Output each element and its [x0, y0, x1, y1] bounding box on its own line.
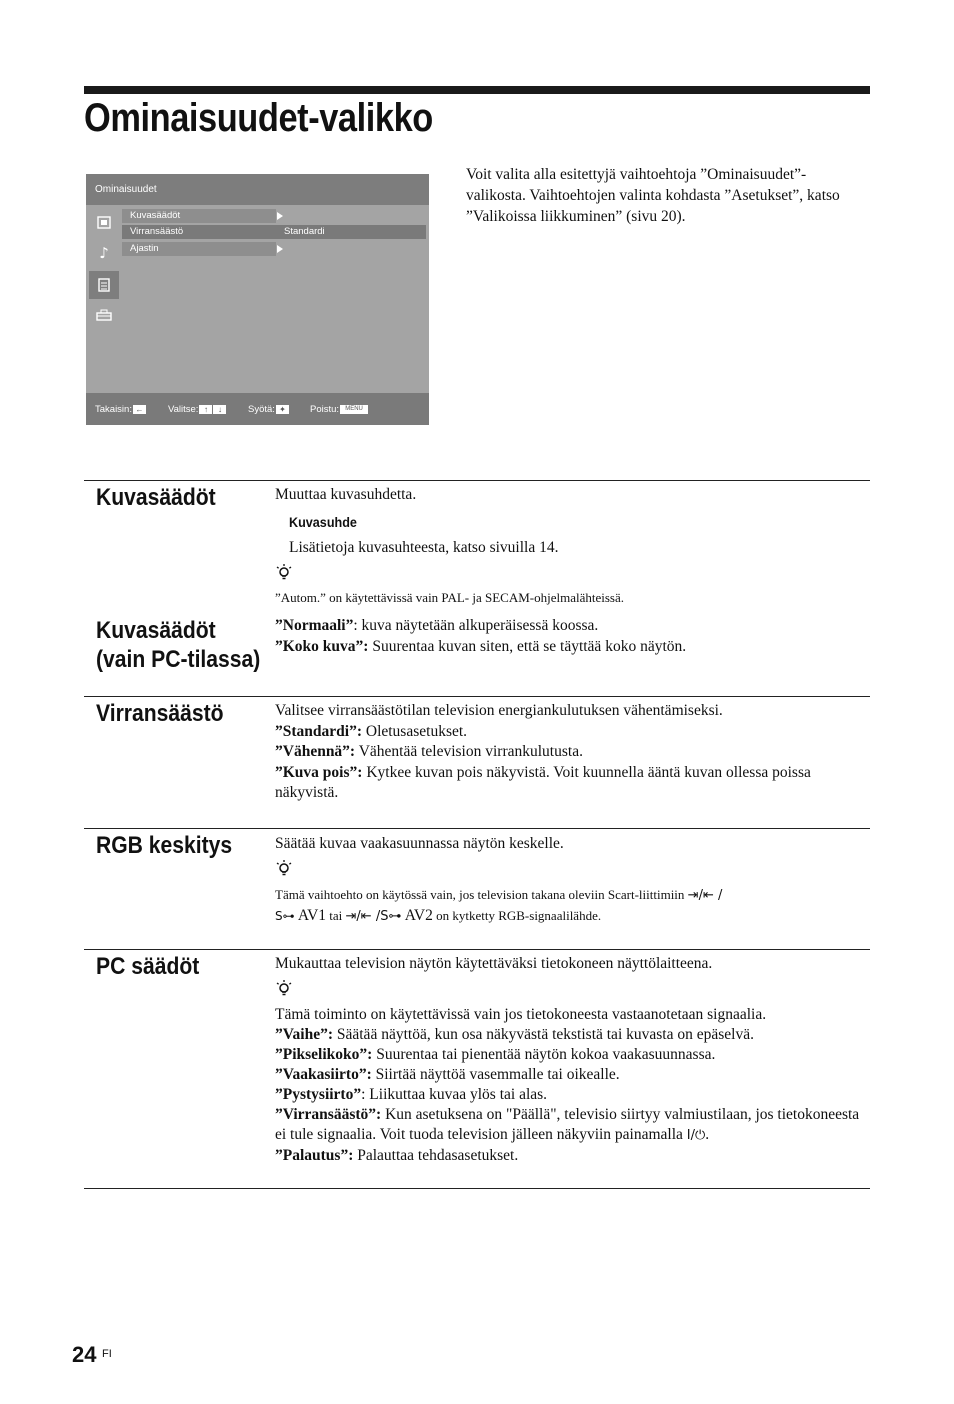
virransaasto-body — [275, 701, 865, 804]
tv-menu-screenshot — [86, 174, 429, 425]
menu-value-standardi[interactable]: Standardi — [276, 225, 426, 239]
pc-options — [275, 1005, 865, 1166]
pc-note: Tämä toiminto on käytettävissä vain jos tietokoneesta vastaanotetaan signaalia. — [275, 1006, 767, 1023]
section-divider — [84, 949, 870, 950]
section-divider — [84, 696, 870, 697]
footer-exit: Poistu: MENU — [310, 404, 368, 415]
option-normaali: ”Normaali”: kuva näytetään alkuperäisessä koossa. — [275, 617, 599, 634]
menu-key-icon: MENU — [340, 405, 368, 414]
intro-text: Voit valita alla esitettyjä vaihtoehtoja ”Ominaisuudet”-valikosta. Vaihtoehtojen valinta kohdasta ”Asetukset”, katso ”Valikoissa liikkuminen” (sivu 20). — [466, 166, 840, 225]
picture-icon — [89, 209, 119, 237]
pc-desc: Mukauttaa television näytön käytettäväksi tietokoneen näyttölaitteena. — [275, 955, 713, 972]
option-pikselikoko: ”Pikselikoko”: Suurentaa tai pienentää näytön kokoa vaakasuunnassa. — [275, 1046, 716, 1063]
page-language: FI — [102, 1348, 112, 1360]
option-vaakasiirto: ”Vaakasiirto”: Siirtää näyttöä vasemmalle tai oikealle. — [275, 1066, 620, 1083]
menu-header — [86, 174, 429, 205]
option-standardi: ”Standardi”: Oletusasetukset. — [275, 722, 468, 740]
kuvasuhde-heading: Kuvasuhde — [289, 514, 357, 530]
kuvasaadot-pc-options — [275, 616, 865, 657]
title-bar-rule — [84, 86, 870, 94]
menu-title: Ominaisuudet — [95, 184, 157, 195]
features-icon — [89, 271, 119, 299]
option-kuva-pois: ”Kuva pois”: Kytkee kuvan pois näkyvistä. Voit kuunnella ääntä kuvan ollessa poissa näkyvistä. — [275, 763, 811, 801]
page-title: Ominaisuudet-valikko — [84, 96, 433, 140]
heading-virransaasto: Virransäästö — [96, 700, 224, 727]
toolbox-icon — [89, 301, 119, 329]
kuvasaadot-desc: Muuttaa kuvasuhdetta. — [275, 486, 417, 503]
heading-kuvasaadot-pc: Kuvasäädöt (vain PC-tilassa) — [96, 617, 261, 673]
hint-bulb-icon — [275, 859, 293, 877]
option-koko-kuva: ”Koko kuva”: Suurentaa kuvan siten, että se täyttää koko näytön. — [275, 637, 687, 655]
option-vaihe: ”Vaihe”: Säätää näyttöä, kun osa näkyvästä tekstistä tai kuvasta on epäselvä. — [275, 1026, 754, 1043]
option-pystysiirto: ”Pystysiirto”: Liikuttaa kuvaa ylös tai alas. — [275, 1086, 548, 1103]
footer-enter: Syötä: ✦ — [248, 404, 289, 415]
section-divider — [84, 1188, 870, 1189]
submenu-arrow-icon — [277, 212, 283, 220]
section-divider — [84, 828, 870, 829]
option-vahenna: ”Vähennä”: Vähentää television virrankulutusta. — [275, 743, 583, 760]
footer-back: Takaisin: ← — [95, 404, 146, 415]
up-arrow-key-icon: ↑ — [199, 405, 212, 414]
menu-item-ajastin[interactable]: Ajastin — [122, 242, 276, 256]
section-divider — [84, 480, 870, 481]
down-arrow-key-icon: ↓ — [213, 405, 226, 414]
rgb-note: Tämä vaihtoehto on käytössä vain, jos television takana oleviin Scart-liittimiin ⇥/⇤ / S⊶ AV1 tai ⇥/⇤ /S⊶ AV2 on kytketty RGB-signaalilähde. — [275, 887, 723, 924]
virransaasto-desc: Valitsee virransäästötilan television energiankulutuksen vähentämiseksi. — [275, 702, 723, 719]
menu-sidebar — [86, 205, 120, 335]
hint-bulb-icon — [275, 979, 293, 997]
power-icon: I/⏻ — [686, 1128, 706, 1143]
footer-select: Valitse: ↑ ↓ — [168, 404, 226, 415]
scart-input-icon: ⇥/⇤ /S⊶ — [345, 909, 402, 924]
heading-pc-saadot: PC säädöt — [96, 953, 200, 980]
left-arrow-key-icon: ← — [133, 405, 146, 414]
page-number: 24 — [72, 1342, 97, 1367]
enter-key-icon: ✦ — [276, 405, 289, 414]
menu-body — [86, 205, 429, 393]
hint-bulb-icon — [275, 563, 293, 581]
heading-kuvasaadot: Kuvasäädöt — [96, 484, 216, 511]
s-video-icon: S⊶ — [275, 909, 295, 923]
scart-input-icon: ⇥/⇤ / — [687, 888, 723, 903]
heading-rgb-keskitys: RGB keskitys — [96, 832, 233, 859]
music-note-icon: ♪ — [99, 244, 109, 262]
menu-item-kuvasaadot[interactable]: Kuvasäädöt — [122, 209, 276, 223]
menu-footer — [86, 393, 429, 425]
kuvasuhde-desc: Lisätietoja kuvasuhteesta, katso sivuilla 14. — [289, 539, 559, 556]
option-palautus: ”Palautus”: Palauttaa tehdasasetukset. — [275, 1147, 519, 1164]
menu-item-virransaasto[interactable]: Virransäästö — [122, 225, 276, 239]
submenu-arrow-icon — [277, 245, 283, 253]
rgb-desc: Säätää kuvaa vaakasuunnassa näytön keskelle. — [275, 835, 564, 852]
kuvasaadot-note: ”Autom.” on käytettävissä vain PAL- ja SECAM-ohjelmalähteissä. — [275, 590, 625, 605]
option-virransaasto-pc: ”Virransäästö”: Kun asetuksena on "Päällä", televisio siirtyy valmiustilaan, jos tietokoneesta ei tule signaalia. Voit tuoda television jälleen näkyviin painamalla I/⏻. — [275, 1106, 860, 1143]
